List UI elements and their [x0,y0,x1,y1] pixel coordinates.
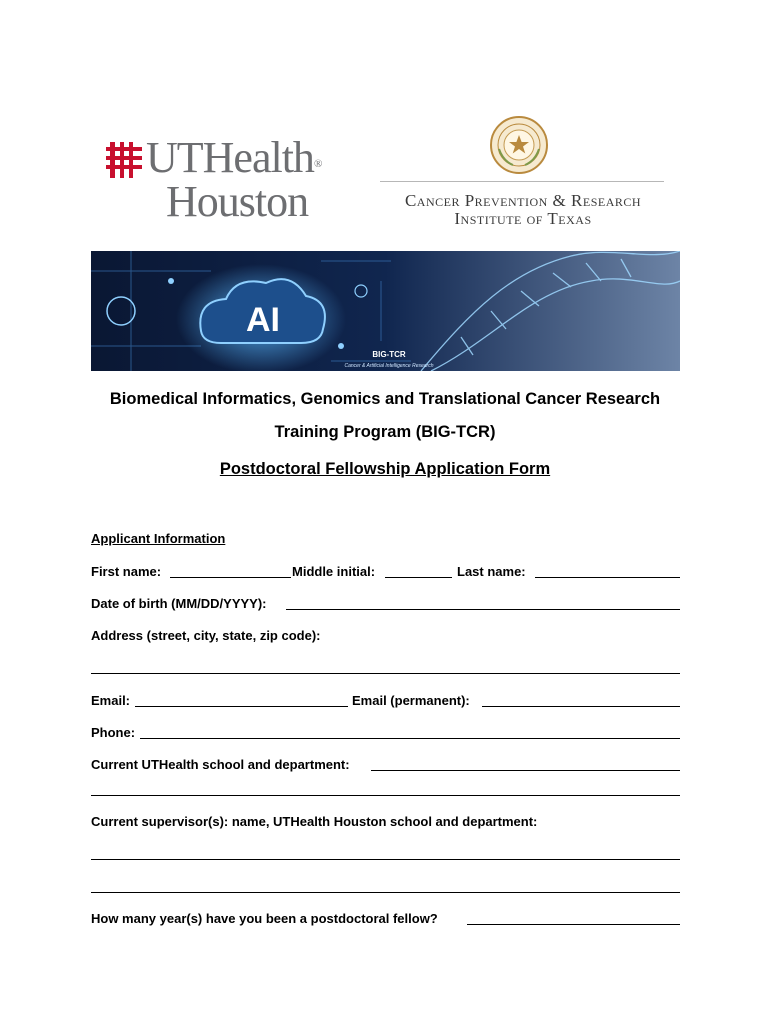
texas-seal-icon [489,115,549,175]
program-title-line1: Biomedical Informatics, Genomics and Translational Cancer Research [109,390,661,408]
supervisors-field-line2[interactable] [91,892,680,893]
uthealth-wordmark: UTHealth® [146,133,322,182]
program-title-line2: Training Program (BIG-TCR) [274,423,496,441]
first-name-label: First name: [91,564,162,579]
supervisors-label: Current supervisor(s): name, UTHealth Houston school and department: [91,814,538,829]
cprit-divider [380,181,664,182]
section-heading-applicant-info: Applicant Information [91,531,226,546]
cprit-name-line2: Institute of Texas [454,209,592,228]
uthealth-houston-logo [104,134,354,226]
form-title: Postdoctoral Fellowship Application Form [219,460,551,478]
email-label: Email: [91,693,131,708]
school-department-label: Current UTHealth school and department: [91,757,350,772]
middle-initial-label: Middle initial: [292,564,376,579]
phone-field[interactable] [140,738,680,739]
years-postdoc-label: How many year(s) have you been a postdoctoral fellow? [91,911,438,926]
first-name-field[interactable] [170,577,291,578]
school-department-field-line2[interactable] [91,795,680,796]
banner-subcaption: Cancer & Artificial Intelligence Research [344,363,434,369]
uthealth-grid-icon [106,142,142,178]
ai-banner [91,251,680,371]
email-permanent-label: Email (permanent): [352,693,470,708]
school-department-field[interactable] [371,770,680,771]
phone-label: Phone: [91,725,136,740]
address-field[interactable] [91,673,680,674]
address-label: Address (street, city, state, zip code): [91,628,321,643]
ai-banner-graphic [91,251,680,371]
supervisors-field-line1[interactable] [91,859,680,860]
years-postdoc-field[interactable] [467,924,680,925]
email-permanent-field[interactable] [482,706,680,707]
banner-caption: BIG-TCR [372,350,406,359]
middle-initial-field[interactable] [385,577,452,578]
last-name-field[interactable] [535,577,680,578]
dob-field[interactable] [286,609,680,610]
cprit-logo [380,115,666,230]
email-field[interactable] [135,706,348,707]
houston-wordmark: Houston [166,177,309,226]
last-name-label: Last name: [457,564,526,579]
cprit-name-line1: Cancer Prevention & Research [404,191,642,210]
banner-ai-text: AI [246,301,280,339]
dob-label: Date of birth (MM/DD/YYYY): [91,596,267,611]
